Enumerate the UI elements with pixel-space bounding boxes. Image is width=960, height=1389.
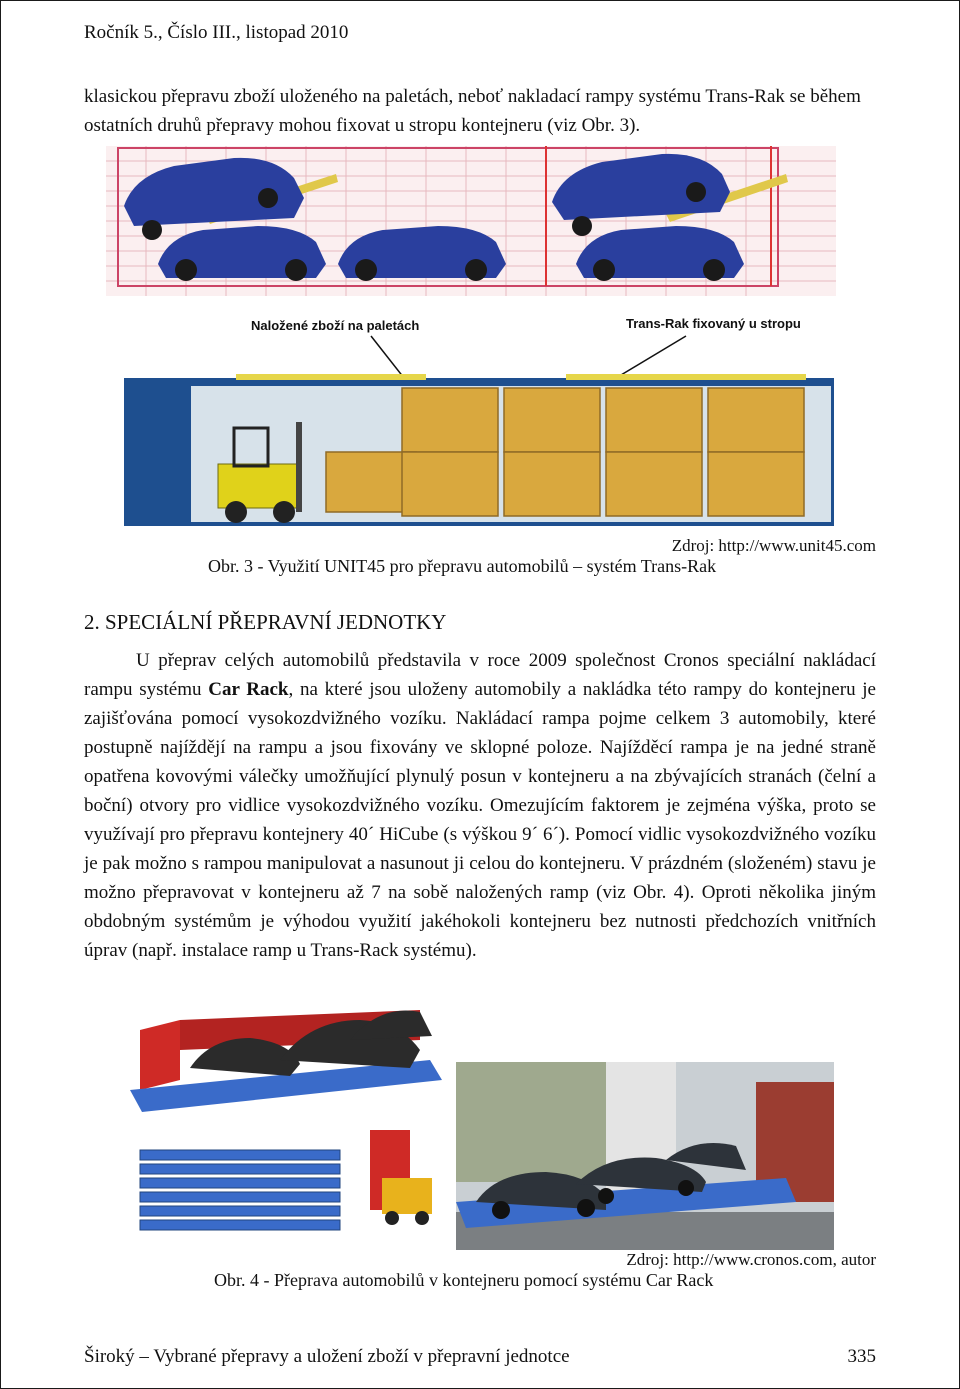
section-body [84,646,876,965]
section-heading: 2. SPECIÁLNÍ PŘEPRAVNÍ JEDNOTKY [84,610,447,634]
figure-4-caption: Obr. 4 - Přeprava automobilů v kontejneru pomocí systému Car Rack [214,1270,714,1290]
figure-3-caption: Obr. 3 - Využití UNIT45 pro přepravu automobilů – systém Trans-Rak [208,556,717,576]
figure-4-source: Zdroj: http://www.cronos.com, autor [626,1250,876,1269]
page-footer [84,1346,876,1368]
intro-paragraph: klasickou přepravu zboží uloženého na paletách, neboť nakladací rampy systému Trans-Rak se během ostatních druhů přepravy mohou fixovat u stropu kontejneru (viz Obr. 3). [84,86,861,136]
figure-4-image-right [456,1062,834,1250]
figure-3-source: Zdroj: http://www.unit45.com [671,536,876,555]
figure-3-label-left: Naložené zboží na paletách [251,318,420,333]
body-text-part-2: , na které jsou uloženy automobily a nakládka této rampy do kontejneru je zajišťována pomocí vysokozdvižného vozíku. Nakládací rampa pojme celkem 3 automobily, které postupně najíždějí na rampu a jsou fixovány ve sklopné poloze. Najížděcí rampa je na jedné straně opatřena kovovými válečky umožňující plynulý posun v kontejneru a na zbývajících stranách (čelní a boční) otvory pro vidlice vysokozdvižného vozíku. Omezujícím faktorem je zejména výška, proto se využívají pro přepravu kontejnery 40´ HiCube (s výškou 9´ 6´). Pomocí vidlic vysokozdvižného vozíku je pak možno s rampou manipulovat a nasunout ji celou do kontejneru. V prázdném (složeném) stavu je možno přepravovat v kontejneru až 7 na sobě naložených ramp (viz Obr. 4). Oproti několika jiným obdobným systémům je výhodou využití jakéhokoli kontejneru bez nutnosti předchozích vnitřních úprav (např. instalace ramp u Trans-Rack systému). [84,679,876,961]
building-wall [456,1062,616,1182]
pointer-right [616,336,686,378]
footer-title: Široký – Vybrané přepravy a uložení zboží v přepravní jednotce [84,1346,570,1367]
page-number: 335 [847,1346,876,1367]
figure-3-label-right: Trans-Rak fixovaný u stropu [626,316,801,331]
forklift-small [382,1178,432,1214]
page-header: Ročník 5., Číslo III., listopad 2010 [84,22,349,43]
body-text-part-1: U přeprav celých automobilů představila v roce 2009 společnost Cronos speciální nakládací rampu systému [84,650,876,700]
figure-4-image-left [120,1000,450,1250]
figure-3-image [106,146,836,530]
open-container [140,1020,180,1090]
body-bold-term: Car Rack [208,679,289,700]
